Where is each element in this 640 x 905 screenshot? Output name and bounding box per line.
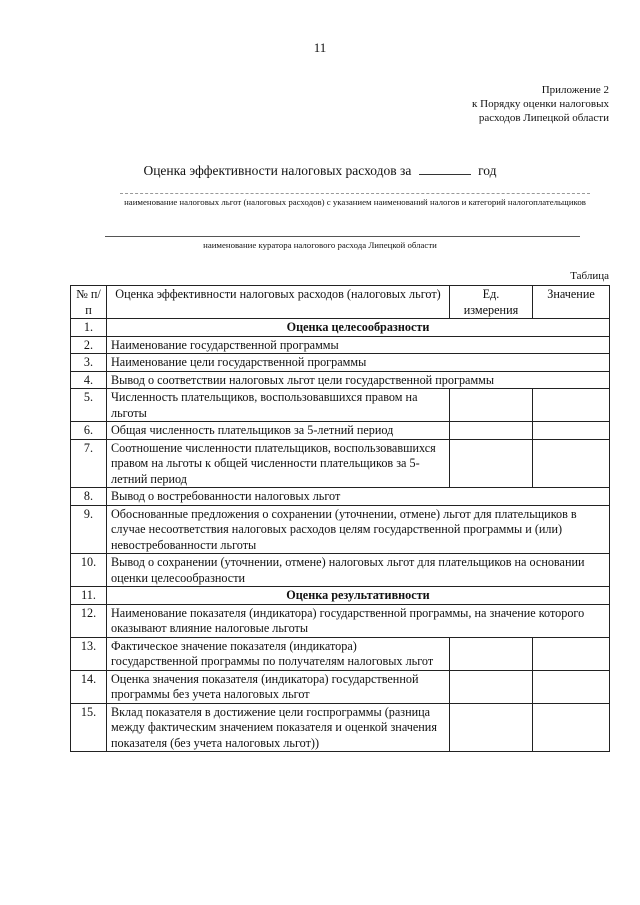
row-text: Оценка значения показателя (индикатора) государственной программы без учета налоговых льгот: [107, 670, 450, 703]
title-text: Оценка эффективности налоговых расходов за: [143, 163, 412, 178]
value-cell[interactable]: [533, 422, 610, 440]
header-value: Значение: [533, 286, 610, 319]
curator-caption: наименование куратора налогового расхода Липецкой области: [203, 240, 437, 250]
row-text: Обоснованные предложения о сохранении (уточнении, отмене) льгот для плательщиков в случае несоответствия налоговых расходов целям государственной программы и (или) невостребованности льготы: [107, 505, 610, 554]
document-title: [0, 163, 640, 179]
value-cell[interactable]: [533, 389, 610, 422]
row-number: 2.: [71, 336, 107, 354]
unit-cell[interactable]: [450, 637, 533, 670]
row-number: 12.: [71, 604, 107, 637]
table-row: [71, 439, 610, 488]
section-title: Оценка результативности: [107, 587, 610, 605]
table-row: [71, 637, 610, 670]
row-number: 15.: [71, 703, 107, 752]
row-text: Общая численность плательщиков за 5-летний период: [107, 422, 450, 440]
unit-cell[interactable]: [450, 670, 533, 703]
row-number: 11.: [71, 587, 107, 605]
appendix-line-2: к Порядку оценки налоговых: [472, 98, 609, 110]
table-row: [71, 336, 610, 354]
row-text: Фактическое значение показателя (индикатора) государственной программы по получателям налоговых льгот: [107, 637, 450, 670]
row-number: 3.: [71, 354, 107, 372]
table-row: [71, 389, 610, 422]
table-row: [71, 354, 610, 372]
row-number: 13.: [71, 637, 107, 670]
row-text: Соотношение численности плательщиков, воспользовавшихся правом на льготы к общей численности плательщиков за 5-летний период: [107, 439, 450, 488]
table-header-row: [71, 286, 610, 319]
unit-cell[interactable]: [450, 422, 533, 440]
benefits-name-line: [120, 193, 590, 194]
table-row: [71, 604, 610, 637]
table-row: [71, 587, 610, 605]
page-number: 11: [313, 40, 327, 55]
header-number: № п/п: [71, 286, 107, 319]
table-row: [71, 554, 610, 587]
row-number: 8.: [71, 488, 107, 506]
table-row: [71, 422, 610, 440]
row-number: 5.: [71, 389, 107, 422]
value-cell[interactable]: [533, 703, 610, 752]
value-cell[interactable]: [533, 439, 610, 488]
header-indicator: Оценка эффективности налоговых расходов (налоговых льгот): [107, 286, 450, 319]
section-title: Оценка целесообразности: [107, 319, 610, 337]
row-text: Наименование государственной программы: [107, 336, 610, 354]
row-text: Вклад показателя в достижение цели госпрограммы (разница между фактическим значением показателя и оценкой значения показателя (без учета налоговых льгот)): [107, 703, 450, 752]
table-row: [71, 371, 610, 389]
header-unit: Ед. измерения: [450, 286, 533, 319]
appendix-note: [472, 83, 609, 125]
benefits-caption: наименование налоговых льгот (налоговых расходов) с указанием наименований налогов и категорий налогоплательщиков: [124, 197, 586, 207]
row-number: 6.: [71, 422, 107, 440]
row-number: 1.: [71, 319, 107, 337]
year-blank: [419, 174, 471, 175]
table-row: [71, 505, 610, 554]
value-cell[interactable]: [533, 670, 610, 703]
row-text: Вывод о сохранении (уточнении, отмене) налоговых льгот для плательщиков на основании оценки целесообразности: [107, 554, 610, 587]
row-number: 14.: [71, 670, 107, 703]
unit-cell[interactable]: [450, 439, 533, 488]
row-number: 4.: [71, 371, 107, 389]
title-year-word: год: [478, 163, 497, 178]
row-number: 10.: [71, 554, 107, 587]
table-label: Таблица: [570, 270, 609, 282]
curator-name-line: [105, 236, 580, 237]
appendix-line-1: Приложение 2: [541, 84, 609, 96]
row-text: Вывод о востребованности налоговых льгот: [107, 488, 610, 506]
row-text: Численность плательщиков, воспользовавшихся правом на льготы: [107, 389, 450, 422]
appendix-line-3: расходов Липецкой области: [478, 112, 609, 124]
value-cell[interactable]: [533, 637, 610, 670]
unit-cell[interactable]: [450, 703, 533, 752]
table-row: [71, 703, 610, 752]
row-text: Наименование цели государственной программы: [107, 354, 610, 372]
row-number: 9.: [71, 505, 107, 554]
evaluation-table: [70, 285, 610, 752]
table-row: [71, 670, 610, 703]
table-row: [71, 488, 610, 506]
row-text: Наименование показателя (индикатора) государственной программы, на значение которого оказывают влияние налоговые льготы: [107, 604, 610, 637]
unit-cell[interactable]: [450, 389, 533, 422]
row-number: 7.: [71, 439, 107, 488]
row-text: Вывод о соответствии налоговых льгот цели государственной программы: [107, 371, 610, 389]
table-row: [71, 319, 610, 337]
